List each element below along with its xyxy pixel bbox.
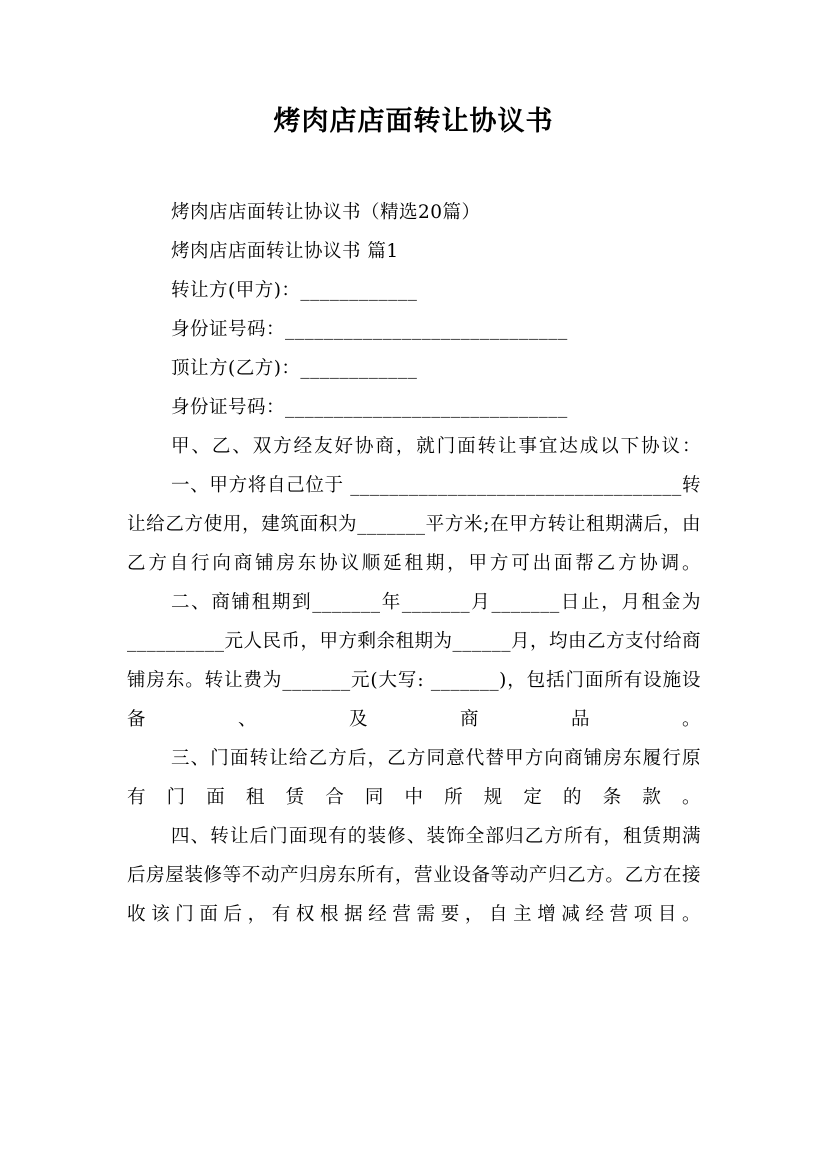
document-body bbox=[127, 193, 701, 934]
paragraph-subtitle: 烤肉店店面转让协议书（精选20篇） bbox=[171, 202, 481, 223]
paragraph-transferor-id: 身份证号码：_____________________________ bbox=[171, 319, 568, 340]
paragraph-transferee-id: 身份证号码：_____________________________ bbox=[171, 397, 568, 418]
paragraph-clause-2: 二、商铺租期到_______年_______月_______日止，月租金为__________元人民币，甲方剩余租期为______月，均由乙方支付给商铺房东。转让费为_______元(大写: _______)，包括门面所有设施设备、及商品。 bbox=[127, 592, 702, 730]
paragraph-transferor: 转让方(甲方)：____________ bbox=[171, 280, 418, 301]
paragraph-article-heading: 烤肉店店面转让协议书 篇1 bbox=[171, 241, 399, 262]
paragraph-transferee: 顶让方(乙方)：____________ bbox=[171, 358, 418, 379]
paragraph-clause-3: 三、门面转让给乙方后，乙方同意代替甲方向商铺房东履行原有门面租赁合同中所规定的条款。 bbox=[127, 748, 701, 808]
paragraph-clause-4: 四、转让后门面现有的装修、装饰全部归乙方所有，租赁期满后房屋装修等不动产归房东所有，营业设备等动产归乙方。乙方在接收该门面后，有权根据经营需要，自主增减经营项目。 bbox=[127, 826, 701, 925]
document-title: 烤肉店店面转让协议书 bbox=[273, 106, 554, 137]
paragraph-clause-1: 一、甲方将自己位于 __________________________________转让给乙方使用，建筑面积为_______平方米;在甲方转让租期满后，由乙方自行向商铺房东协议顺延租期，甲方可出面帮乙方协调。 bbox=[127, 475, 701, 574]
paragraph-intro: 甲、乙、双方经友好协商，就门面转让事宜达成以下协议： bbox=[171, 436, 701, 457]
